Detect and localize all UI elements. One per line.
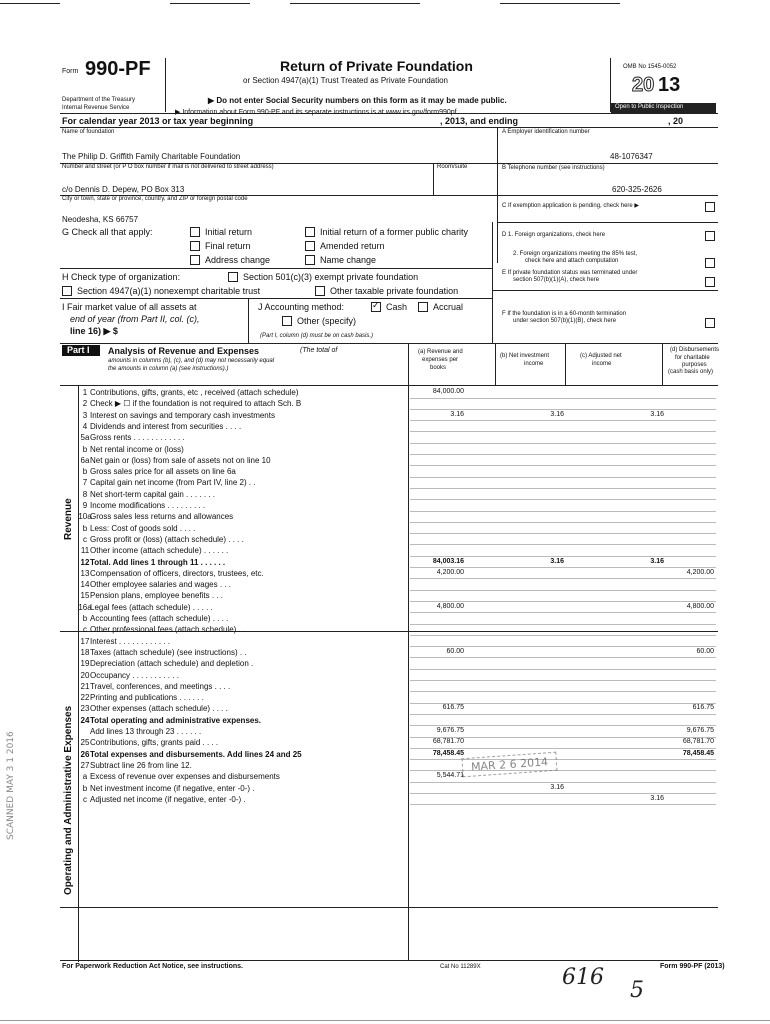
line-number: 15 [80, 591, 90, 601]
name-change-label: Name change [320, 255, 377, 265]
col-c-value: 3.16 [650, 794, 664, 802]
line-number: b [82, 783, 88, 793]
table-row [62, 410, 720, 421]
table-row [62, 568, 720, 579]
table-row [62, 681, 720, 692]
line-label: Depreciation (attach schedule) and depletion . [90, 659, 254, 669]
table-row [62, 715, 720, 726]
accrual-label: Accrual [433, 302, 464, 312]
col-a-line-1: (a) Revenue and [418, 349, 463, 355]
table-row [62, 455, 720, 466]
line-number: 4 [82, 421, 88, 431]
revenue-side-label: Revenue [63, 498, 74, 540]
line-label: Capital gain net income (from Part IV, line 2) . . [90, 478, 256, 488]
line-number: c [83, 794, 87, 804]
line-label: Printing and publications . . . . . . [90, 693, 204, 703]
line-label: Adjusted net income (if negative, enter -0-) . [90, 794, 246, 804]
line-label: Taxes (attach schedule) (see instructions) . . [90, 647, 247, 657]
line-label: Total expenses and disbursements. Add lines 24 and 25 [90, 749, 302, 759]
footer-cat: Cat No 11289X [440, 964, 481, 970]
col-a-value: 78,458.45 [432, 749, 464, 757]
line-number: 24 [80, 715, 90, 725]
street-label: Number and street (or P O box number if mail is not delivered to street address) [62, 164, 274, 170]
f-label-2: under section 507(b)(1)(B), check here [513, 318, 617, 324]
col-b-line-2: income [524, 361, 544, 367]
line-number: 1 [82, 388, 88, 397]
col-d-value: 60.00 [696, 647, 714, 655]
address-change-label: Address change [205, 255, 271, 265]
final-return-label: Final return [205, 241, 251, 251]
line-label: Subtract line 26 from line 12. [90, 760, 192, 770]
year-bold: 13 [658, 74, 681, 96]
dept-label: Department of the Treasury [62, 97, 136, 103]
line-number: b [82, 467, 88, 477]
col-a-value: 60.00 [446, 647, 464, 655]
table-row [62, 534, 720, 545]
line-number: 13 [80, 568, 90, 578]
irs-label: Internal Revenue Service [62, 105, 130, 111]
street-address: c/o Dennis D. Depew, PO Box 313 [62, 185, 185, 194]
col-a-line-3: books [430, 365, 447, 371]
part1-note-3: the amounts in column (a) (see instructions).) [108, 366, 229, 372]
col-c-value: 3.16 [650, 557, 664, 565]
calendar-end: , 20 [668, 116, 684, 126]
other-method-label: Other (specify) [297, 316, 357, 326]
line-number: 7 [82, 478, 88, 488]
table-row [62, 511, 720, 522]
amended-return-checkbox[interactable] [305, 241, 315, 251]
table-row [62, 489, 720, 500]
g-label: G Check all that apply: [62, 227, 153, 237]
line-number: 6a [80, 455, 90, 465]
phone-value: 620-325-2626 [612, 185, 662, 194]
e-checkbox[interactable] [705, 277, 715, 287]
initial-former-public-label: Initial return of a former public charity [320, 227, 469, 237]
table-row [62, 613, 720, 624]
line-label: Interest . . . . . . . . . . . . [90, 636, 171, 646]
d2-label-b: check here and attach computation [525, 258, 619, 264]
line-number: b [82, 444, 88, 454]
scanned-side-text: SCANNED MAY 3 1 2016 [6, 731, 16, 840]
line-number: 5a [80, 433, 90, 443]
other-method-checkbox[interactable] [282, 316, 292, 326]
line-label: Other expenses (attach schedule) . . . . [90, 704, 228, 714]
line-label: Add lines 13 through 23 . . . . . . [90, 727, 202, 736]
f-label-1: F If the foundation is in a 60-month termination [502, 311, 627, 317]
line-label: Less: Cost of goods sold . . . . [90, 523, 196, 533]
col-d-value: 4,800.00 [686, 602, 714, 610]
part1-title: Analysis of Revenue and Expenses [108, 346, 260, 356]
col-d-line-3: purposes [682, 362, 707, 368]
part1-tag-text: Part I [67, 345, 90, 355]
line-label: Pension plans, employee benefits . . . [90, 591, 223, 601]
line-number: 22 [80, 693, 90, 703]
phone-label: B Telephone number (see instructions) [502, 165, 605, 171]
table-row [62, 421, 720, 432]
line-label: Net investment income (if negative, enter -0-) . [90, 783, 255, 793]
table-row [62, 398, 720, 409]
line-label: Accounting fees (attach schedule) . . . . [90, 614, 229, 623]
line-label: Excess of revenue over expenses and disbursements [90, 772, 280, 782]
table-row [62, 658, 720, 669]
line-number: 23 [80, 704, 90, 714]
line-number: 26 [80, 749, 90, 759]
initial-former-public-checkbox[interactable] [305, 227, 315, 237]
table-row [62, 500, 720, 511]
line-label: Other income (attach schedule) . . . . . . [90, 546, 229, 556]
line-number: 20 [80, 670, 90, 680]
line-label: Check ▶ ☐ if the foundation is not required to attach Sch. B [90, 399, 302, 409]
col-d-value: 4,200.00 [686, 568, 714, 576]
line-label: Compensation of officers, directors, trustees, etc. [90, 568, 264, 578]
col-d-value: 9,676.75 [686, 727, 714, 734]
col-a-value: 616.75 [442, 704, 464, 712]
final-return-checkbox[interactable] [190, 241, 200, 251]
table-row [62, 545, 720, 556]
d2-label-a: 2. Foreign organizations meeting the 85% test, [513, 251, 638, 257]
table-row [62, 726, 720, 737]
col-b-line-1: (b) Net investment [500, 353, 550, 359]
line-label: Travel, conferences, and meetings . . . . [90, 681, 231, 691]
ein-label: A Employer identification number [502, 129, 590, 135]
col-d-line-2: for charitable [675, 355, 710, 361]
col-a-value: 68,781.70 [432, 738, 464, 746]
j-label: J Accounting method: [258, 302, 345, 312]
table-row [62, 523, 720, 534]
col-a-line-2: expenses per [422, 357, 459, 363]
row-underline [410, 804, 716, 805]
table-row [62, 647, 720, 658]
form-prefix: Form [62, 68, 79, 75]
col-a-value: 4,200.00 [436, 568, 464, 576]
i-label-3: line 16) ▶ $ [70, 326, 118, 336]
name-label: Name of foundation [62, 129, 115, 135]
cash-checkbox[interactable] [371, 302, 381, 312]
4947-checkbox[interactable] [62, 286, 72, 296]
col-d-line-1: (d) Disbursements [670, 347, 720, 353]
line-number: 25 [80, 738, 90, 748]
ssn-notice: ▶ Do not enter Social Security numbers on this form as it may be made public. [208, 96, 507, 105]
city-label: City or town, state or province, country, and ZIP or foreign postal code [62, 196, 248, 202]
address-change-checkbox[interactable] [190, 255, 200, 265]
line-label: Gross profit or (loss) (attach schedule) . . . . [90, 534, 244, 544]
table-row [62, 749, 720, 760]
col-a-value: 84,000.00 [432, 388, 464, 395]
line-number: 8 [82, 489, 88, 499]
table-row [62, 444, 720, 455]
table-row [62, 737, 720, 748]
line-number: 21 [80, 681, 90, 691]
info-notice [175, 108, 459, 116]
amended-return-label: Amended return [320, 241, 385, 251]
line-number: 18 [80, 647, 90, 657]
initial-return-checkbox[interactable] [190, 227, 200, 237]
line-label: Net gain or (loss) from sale of assets not on line 10 [90, 455, 271, 465]
line-number: 16a [78, 602, 92, 612]
col-c-value: 3.16 [650, 410, 664, 418]
501c3-label: Section 501(c)(3) exempt private foundation [243, 272, 419, 282]
table-row [62, 670, 720, 681]
line-number: 14 [80, 580, 90, 590]
handwritten-5: 5 [630, 978, 644, 1003]
omb-number: OMB No 1545-0052 [623, 64, 677, 70]
table-row [62, 783, 720, 794]
calendar-mid: , 2013, and ending [440, 116, 519, 126]
col-a-value: 5,544.71 [436, 772, 464, 780]
part1-note-2: amounts in columns (b), (c), and (d) may not necessarily equal [108, 358, 275, 364]
part1-title-note: (The total of [300, 347, 338, 354]
col-a-value: 9,676.75 [436, 727, 464, 734]
line-label: Income modifications . . . . . . . . . [90, 501, 206, 510]
table-row [62, 692, 720, 703]
cash-label: Cash [386, 302, 408, 312]
col-c-line-2: income [592, 361, 612, 367]
table-row [62, 579, 720, 590]
room-label: Room/suite [437, 164, 468, 170]
table-row [62, 466, 720, 477]
e-label-1: E If private foundation status was terminated under [502, 270, 638, 276]
table-row [62, 771, 720, 782]
line-number: a [82, 772, 88, 782]
table-row [62, 432, 720, 443]
expenses-side-label: Operating and Administrative Expenses [63, 705, 74, 895]
table-row [62, 590, 720, 601]
line-number: 27 [80, 760, 90, 770]
col-d-value: 78,458.45 [682, 749, 714, 757]
cash-basis-note: (Part I, column (d) must be on cash basis.) [260, 333, 374, 339]
line-number: c [83, 625, 87, 635]
ein-value: 48-1076347 [610, 152, 653, 161]
form-subtitle: or Section 4947(a)(1) Trust Treated as Private Foundation [243, 76, 448, 85]
c-exemption-label: C If exemption application is pending, check here ▶ [502, 203, 640, 209]
footer-paperwork: For Paperwork Reduction Act Notice, see instructions. [62, 963, 243, 970]
accrual-checkbox[interactable] [418, 302, 428, 312]
table-row [62, 557, 720, 568]
line-label: Legal fees (attach schedule) . . . . . [90, 602, 213, 612]
f-checkbox[interactable] [705, 318, 715, 328]
line-number: 2 [82, 399, 88, 409]
table-row [62, 477, 720, 488]
line-label: Interest on savings and temporary cash investments [90, 410, 275, 420]
501c3-checkbox[interactable] [228, 272, 238, 282]
d1-checkbox[interactable] [705, 231, 715, 241]
col-a-value: 4,800.00 [436, 602, 464, 610]
form-title: Return of Private Foundation [280, 58, 473, 74]
foundation-name: The Philip D. Griffith Family Charitable Foundation [62, 152, 241, 161]
e-label-2: section 507(b)(1)(A), check here [513, 277, 600, 283]
line-number: 17 [80, 636, 90, 646]
line-label: Contributions, gifts, grants, etc , received (attach schedule) [90, 388, 299, 397]
i-label-2: end of year (from Part II, col. (c), [70, 314, 200, 324]
part1-tag [62, 345, 100, 356]
col-d-value: 68,781.70 [682, 738, 714, 746]
open-public-text: Open to Public Inspection [615, 104, 684, 110]
line-label: Total operating and administrative expenses. [90, 715, 262, 725]
line-label: Gross sales price for all assets on line 6a [90, 467, 236, 477]
col-c-line-1: (c) Adjusted net [580, 353, 622, 359]
name-change-checkbox[interactable] [305, 255, 315, 265]
other-taxable-checkbox[interactable] [315, 286, 325, 296]
table-row [62, 387, 720, 398]
line-label: Contributions, gifts, grants paid . . . . [90, 738, 219, 748]
col-a-value: 3.16 [450, 410, 464, 418]
scanned-side-stamp [6, 731, 16, 840]
initial-return-label: Initial return [205, 227, 253, 237]
handwritten-616: 616 [562, 965, 604, 990]
form-number: 990-PF [85, 58, 151, 80]
line-label: Net rental income or (loss) [90, 444, 184, 454]
year-outline: 20 [632, 74, 655, 96]
i-label-1: I Fair market value of all assets at [62, 302, 197, 312]
line-label: Occupancy . . . . . . . . . . . [90, 670, 179, 680]
line-label: Other employee salaries and wages . . . [90, 580, 231, 590]
table-row [62, 624, 720, 635]
d1-label: D 1. Foreign organizations, check here [502, 232, 606, 238]
calendar-year-label: For calendar year 2013 or tax year beginning [62, 116, 254, 126]
line-label: Total. Add lines 1 through 11 . . . . . . [90, 557, 226, 567]
d2-checkbox[interactable] [705, 258, 715, 268]
line-label: Net short-term capital gain . . . . . . . [90, 489, 215, 499]
line-label: Other professional fees (attach schedule) . . [90, 625, 246, 635]
table-row [62, 703, 720, 714]
line-number: c [83, 534, 87, 544]
line-number: 19 [80, 659, 90, 669]
open-public-banner [611, 103, 716, 113]
line-number: b [82, 523, 88, 533]
line-label: Gross sales less returns and allowances [90, 512, 234, 522]
line-number: b [82, 614, 88, 623]
table-row [62, 760, 720, 771]
line-label: Dividends and interest from securities . . . . [90, 421, 242, 431]
received-stamp-text: MAR 2 6 2014 [470, 755, 549, 774]
4947-label: Section 4947(a)(1) nonexempt charitable trust [77, 286, 261, 296]
col-d-line-4: (cash basis only) [668, 369, 714, 375]
table-row [62, 636, 720, 647]
col-d-value: 616.75 [692, 704, 714, 712]
line-number: 9 [82, 501, 88, 510]
table-row [62, 794, 720, 805]
col-b-value: 3.16 [550, 557, 564, 565]
c-exemption-checkbox[interactable] [705, 202, 715, 212]
other-taxable-label: Other taxable private foundation [330, 286, 459, 296]
table-row [62, 602, 720, 613]
col-a-value: 84,003.16 [432, 557, 464, 565]
city-address: Neodesha, KS 66757 [62, 215, 139, 224]
h-label: H Check type of organization: [62, 272, 181, 282]
col-b-value: 3.16 [550, 410, 564, 418]
col-b-value: 3.16 [550, 783, 564, 791]
footer-form: Form 990-PF (2013) [660, 963, 725, 970]
line-number: 10a [78, 512, 92, 522]
line-number: 3 [82, 410, 88, 420]
line-number: 11 [80, 546, 90, 556]
line-number: 12 [80, 557, 90, 567]
line-label: Gross rents . . . . . . . . . . . . [90, 433, 185, 443]
